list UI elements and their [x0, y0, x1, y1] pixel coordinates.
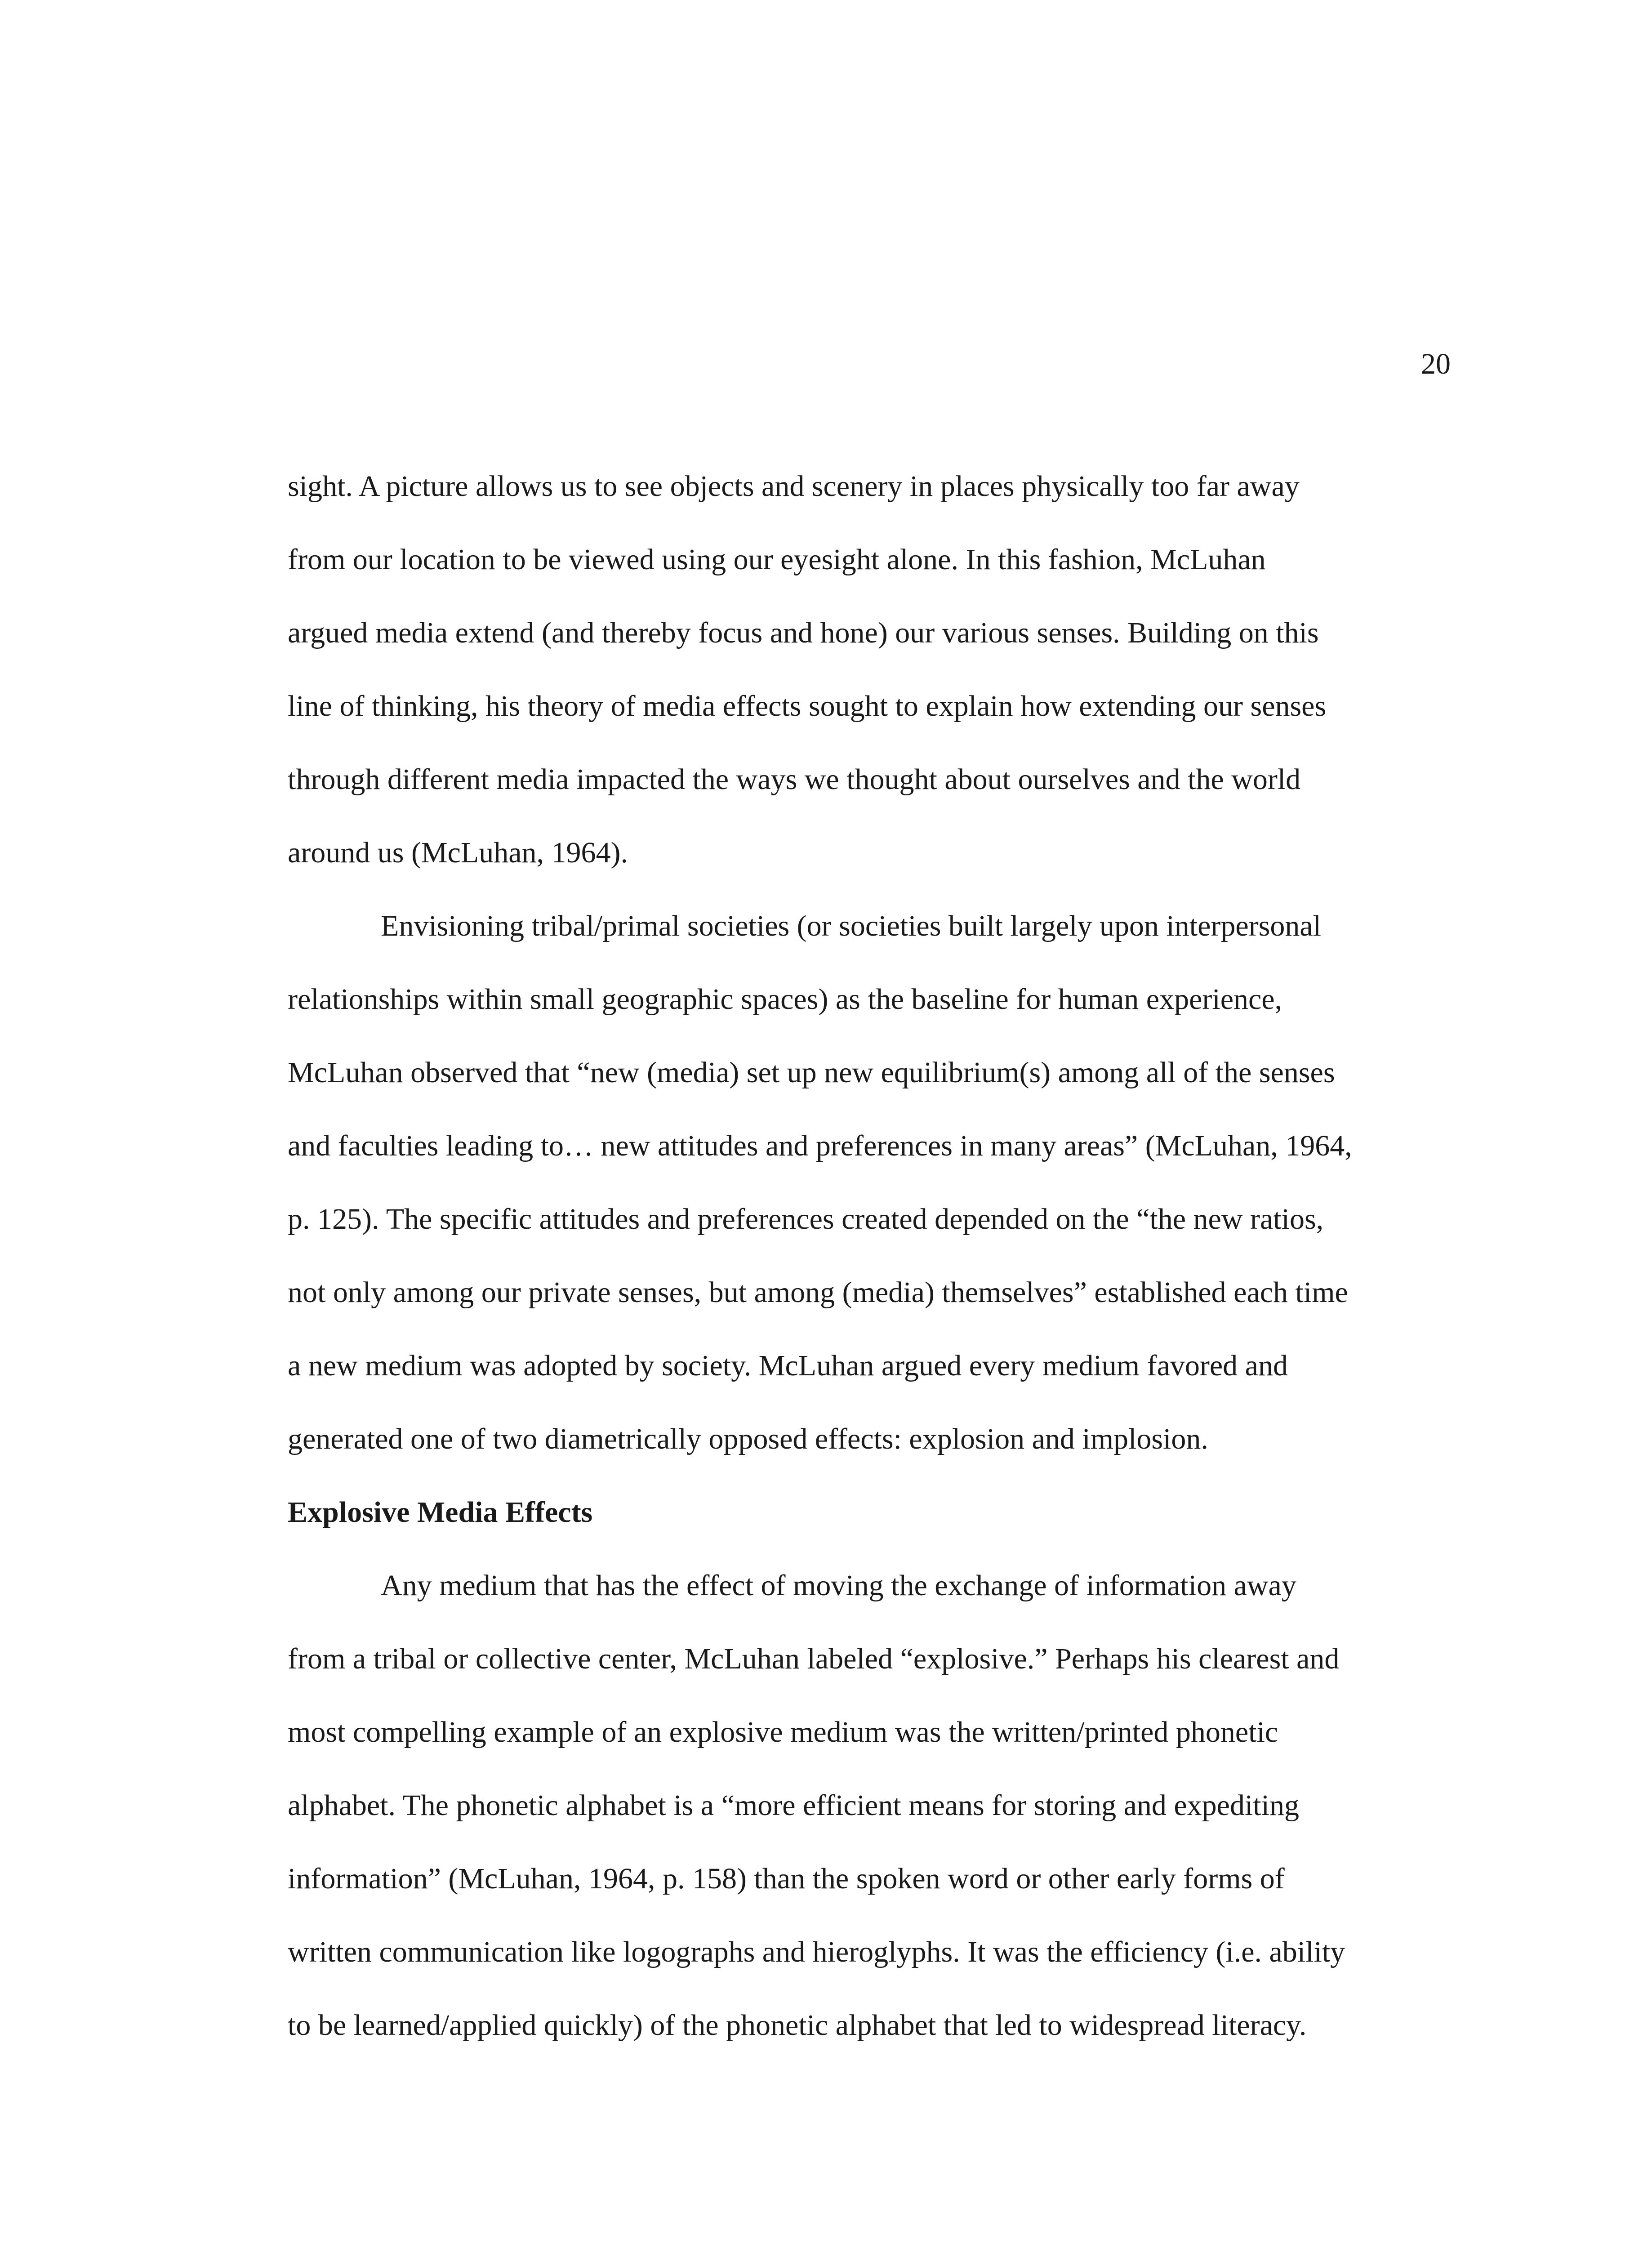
- text-line: p. 125). The specific attitudes and preferences created depended on the “the new ratios,: [288, 1203, 1324, 1236]
- text-line: to be learned/applied quickly) of the phonetic alphabet that led to widespread literacy.: [288, 2009, 1307, 2042]
- text-line: from our location to be viewed using our eyesight alone. In this fashion, McLuhan: [288, 543, 1266, 576]
- text-line: through different media impacted the ways we thought about ourselves and the world: [288, 763, 1301, 796]
- text-line: most compelling example of an explosive medium was the written/printed phonetic: [288, 1716, 1278, 1748]
- body-text: [288, 450, 1456, 2062]
- paragraph: [288, 450, 1456, 889]
- text-line: Envisioning tribal/primal societies (or societies built largely upon interpersonal: [381, 910, 1321, 942]
- text-line: around us (McLuhan, 1964).: [288, 836, 628, 869]
- text-line: from a tribal or collective center, McLuhan labeled “explosive.” Perhaps his clearest and: [288, 1642, 1340, 1675]
- paragraph: [288, 889, 1456, 1476]
- text-line: generated one of two diametrically opposed effects: explosion and implosion.: [288, 1423, 1208, 1455]
- text-line: a new medium was adopted by society. McLuhan argued every medium favored and: [288, 1349, 1288, 1382]
- paragraph: [288, 1549, 1456, 2062]
- text-line: sight. A picture allows us to see objects and scenery in places physically too far away: [288, 470, 1300, 503]
- section-heading: Explosive Media Effects: [288, 1496, 593, 1529]
- text-line: argued media extend (and thereby focus and hone) our various senses. Building on this: [288, 616, 1319, 649]
- page-number: 20: [1421, 348, 1451, 380]
- text-line: McLuhan observed that “new (media) set up new equilibrium(s) among all of the senses: [288, 1056, 1335, 1089]
- text-line: written communication like logographs and hieroglyphs. It was the efficiency (i.e. ability: [288, 1936, 1345, 1968]
- text-line: alphabet. The phonetic alphabet is a “more efficient means for storing and expediting: [288, 1789, 1299, 1822]
- text-line: relationships within small geographic spaces) as the baseline for human experience,: [288, 983, 1282, 1016]
- text-line: Any medium that has the effect of moving the exchange of information away: [381, 1569, 1296, 1602]
- text-line: not only among our private senses, but among (media) themselves” established each time: [288, 1276, 1348, 1309]
- text-line: and faculties leading to… new attitudes and preferences in many areas” (McLuhan, 1964,: [288, 1129, 1352, 1162]
- text-line: information” (McLuhan, 1964, p. 158) than the spoken word or other early forms of: [288, 1862, 1285, 1895]
- text-line: line of thinking, his theory of media effects sought to explain how extending our senses: [288, 690, 1327, 723]
